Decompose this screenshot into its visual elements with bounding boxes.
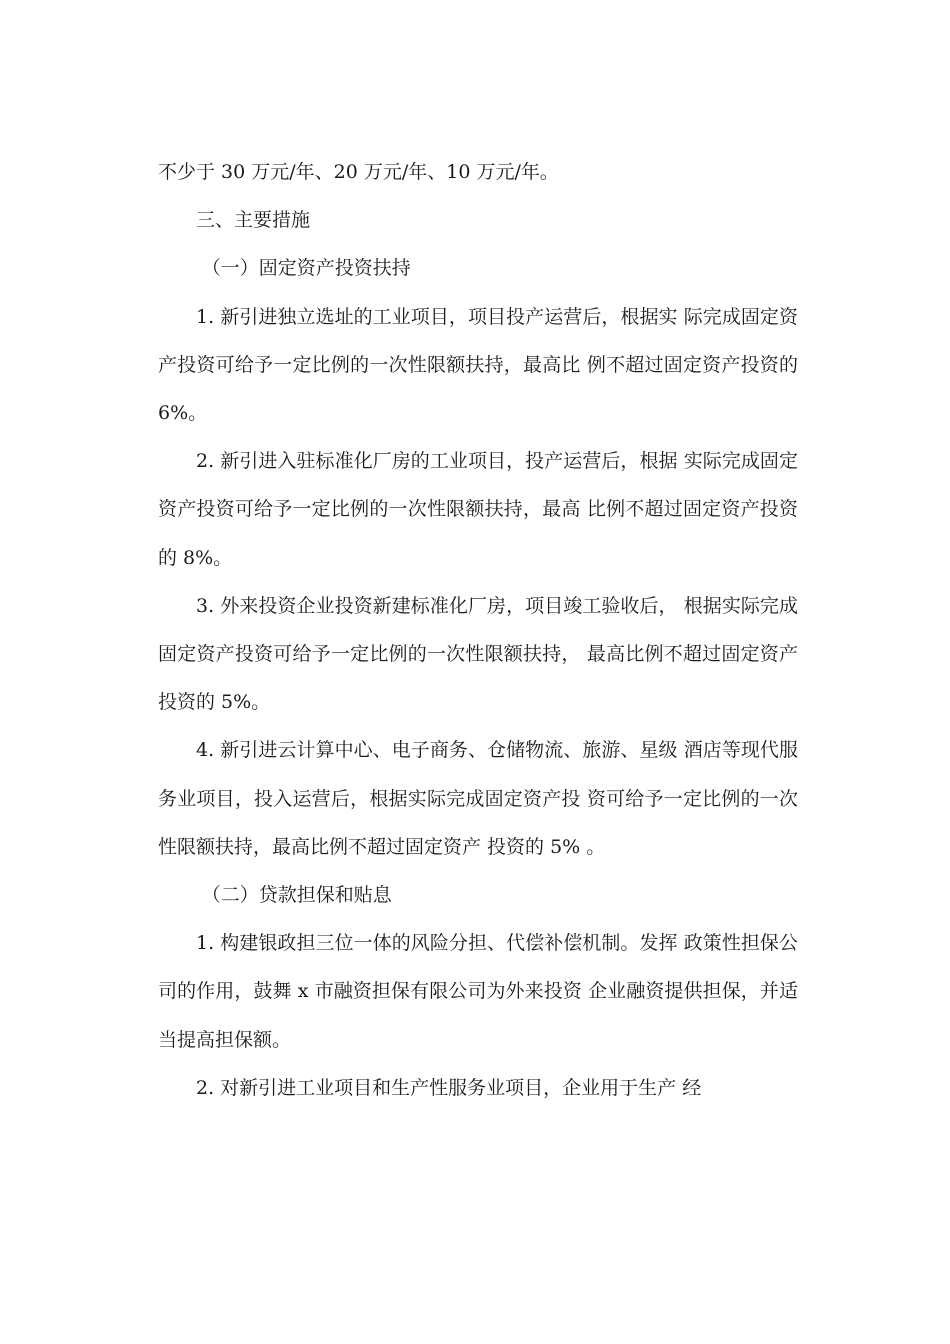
list-item: 2. 对新引进工业项目和生产性服务业项目，企业用于生产 经 xyxy=(196,1076,702,1099)
list-item: 3. 外来投资企业投资新建标准化厂房，项目竣工验收后， 根据实际完成固定资产投资可给予一定比例的一次性限额扶持， 最高比例不超过固定资产投资的 5%。 xyxy=(158,594,798,714)
list-item: 1. 新引进独立选址的工业项目，项目投产运营后，根据实 际完成固定资产投资可给予一定比例的一次性限额扶持，最高比 例不超过固定资产投资的 6%。 xyxy=(158,305,798,425)
paragraph-continuation: 不少于 30 万元/年、20 万元/年、10 万元/年。 xyxy=(158,161,559,183)
subsection-heading: （二）贷款担保和贴息 xyxy=(201,884,392,907)
list-item: 4. 新引进云计算中心、电子商务、仓储物流、旅游、星级 酒店等现代服务业项目，投入运营后，根据实际完成固定资产投 资可给予一定比例的一次性限额扶持，最高比例不超过固定资产 投资的 5% 。 xyxy=(158,739,798,858)
document-body xyxy=(158,148,798,1112)
list-item: 1. 构建银政担三位一体的风险分担、代偿补偿机制。发挥 政策性担保公司的作用，鼓舞 x 市融资担保有限公司为外来投资 企业融资提供担保，并适当提高担保额。 xyxy=(158,932,798,1051)
section-heading: 三、主要措施 xyxy=(196,209,311,232)
subsection-heading: （一）固定资产投资扶持 xyxy=(201,257,411,280)
list-item: 2. 新引进入驻标准化厂房的工业项目，投产运营后，根据 实际完成固定资产投资可给予一定比例的一次性限额扶持，最高 比例不超过固定资产投资的 8%。 xyxy=(158,450,798,569)
